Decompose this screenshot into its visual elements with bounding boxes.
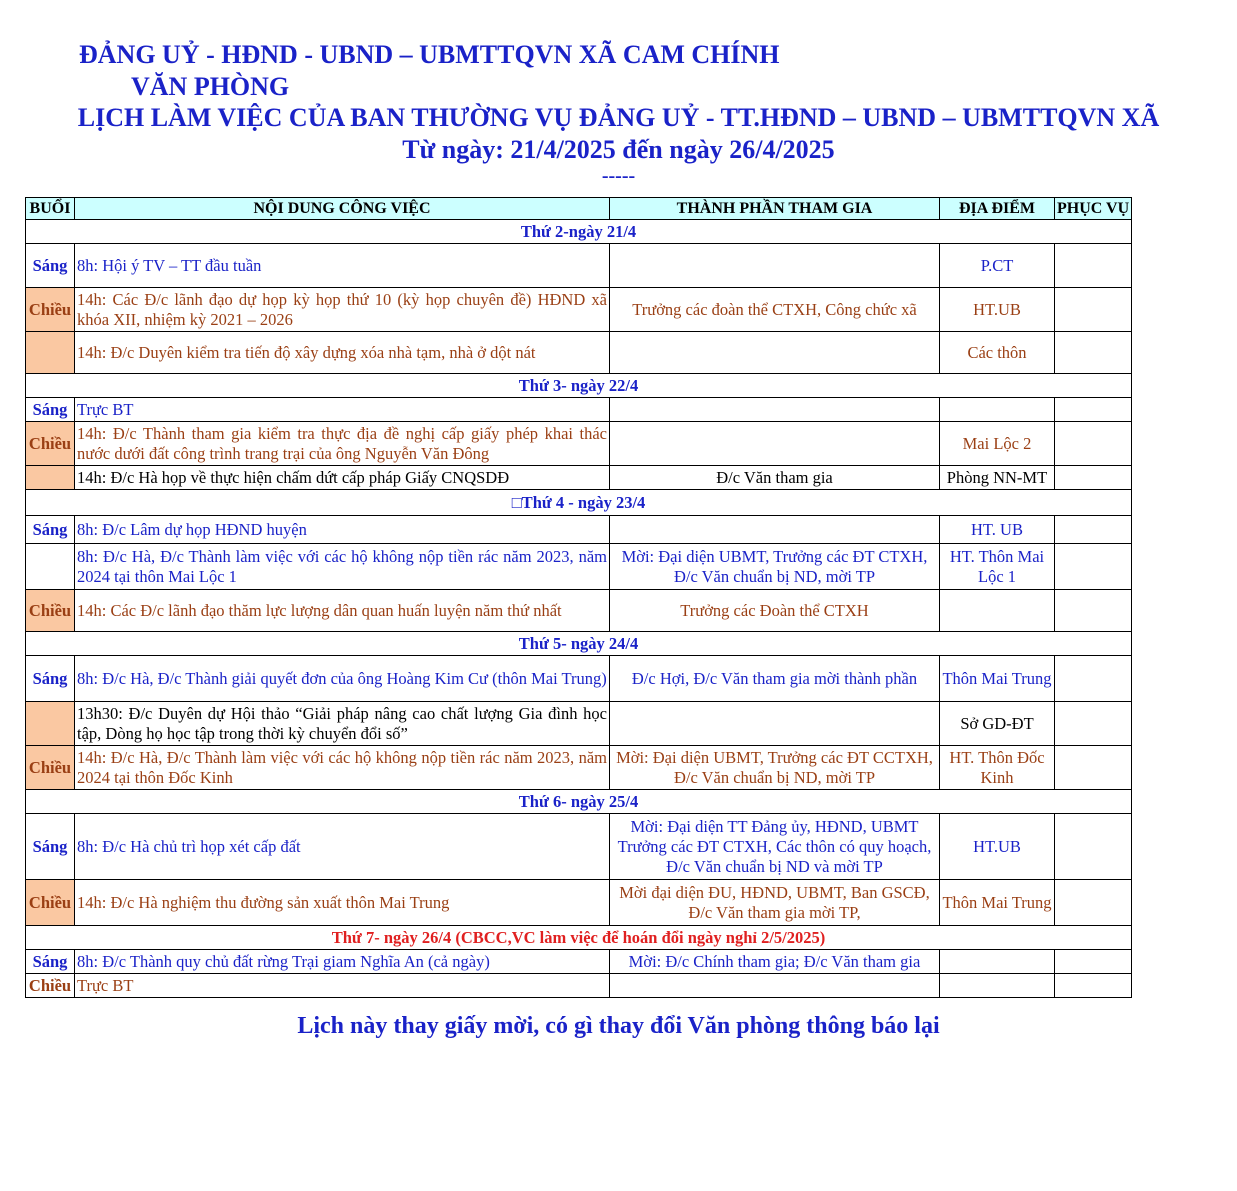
session-cell: Sáng	[26, 516, 75, 544]
service-cell	[1055, 814, 1132, 880]
org-name: ĐẢNG UỶ - HĐND - UBND – UBMTTQVN XÃ CAM CHÍNH	[79, 40, 780, 69]
service-cell	[1055, 950, 1132, 974]
location-cell	[940, 398, 1055, 422]
location-cell	[940, 974, 1055, 998]
participants-cell: Mời đại diện ĐU, HĐND, UBMT, Ban GSCĐ, Đ/c Văn tham gia mời TP,	[610, 880, 940, 926]
col-header-buoi: BUỔI	[26, 198, 75, 220]
task-cell: 8h: Đ/c Lâm dự họp HĐND huyện	[75, 516, 610, 544]
task-cell: 14h: Các Đ/c lãnh đạo dự họp kỳ họp thứ 10 (kỳ họp chuyên đề) HĐND xã khóa XII, nhiệm kỳ 2021 – 2026	[75, 288, 610, 332]
participants-cell: Mời: Đại diện UBMT, Trưởng các ĐT CCTXH, Đ/c Văn chuẩn bị ND, mời TP	[610, 746, 940, 790]
table-row	[26, 814, 1132, 880]
task-cell: Trực BT	[75, 974, 610, 998]
participants-cell	[610, 244, 940, 288]
col-header-noi-dung: NỘI DUNG CÔNG VIỆC	[75, 198, 610, 220]
table-row	[26, 746, 1132, 790]
table-row	[26, 880, 1132, 926]
participants-cell: Mời: Đ/c Chính tham gia; Đ/c Văn tham gia	[610, 950, 940, 974]
location-cell: Các thôn	[940, 332, 1055, 374]
session-cell: Chiều	[26, 880, 75, 926]
location-cell	[940, 590, 1055, 632]
table-row	[26, 516, 1132, 544]
participants-cell: Đ/c Văn tham gia	[610, 466, 940, 490]
task-cell: 8h: Đ/c Hà, Đ/c Thành giải quyết đơn của ông Hoàng Kim Cư (thôn Mai Trung)	[75, 656, 610, 702]
service-cell	[1055, 544, 1132, 590]
location-cell: P.CT	[940, 244, 1055, 288]
table-row	[26, 656, 1132, 702]
session-cell	[26, 466, 75, 490]
location-cell: Thôn Mai Trung	[940, 656, 1055, 702]
session-cell	[26, 544, 75, 590]
table-row	[26, 590, 1132, 632]
table-row	[26, 288, 1132, 332]
table-header-row	[26, 198, 1132, 220]
day-label: Thứ 3- ngày 22/4	[26, 374, 1132, 398]
participants-cell: Mời: Đại diện UBMT, Trưởng các ĐT CTXH, Đ/c Văn chuẩn bị ND, mời TP	[610, 544, 940, 590]
location-cell: HT. Thôn Đốc Kinh	[940, 746, 1055, 790]
day-label: Thứ 7- ngày 26/4 (CBCC,VC làm việc để hoán đổi ngày nghỉ 2/5/2025)	[26, 926, 1132, 950]
location-cell: HT.UB	[940, 288, 1055, 332]
session-cell: Chiều	[26, 974, 75, 998]
table-row	[26, 702, 1132, 746]
session-cell: Sáng	[26, 656, 75, 702]
location-cell: Thôn Mai Trung	[940, 880, 1055, 926]
service-cell	[1055, 466, 1132, 490]
task-cell: 8h: Đ/c Hà, Đ/c Thành làm việc với các hộ không nộp tiền rác năm 2023, năm 2024 tại thôn Mai Lộc 1	[75, 544, 610, 590]
location-cell: Mai Lộc 2	[940, 422, 1055, 466]
participants-cell	[610, 516, 940, 544]
participants-cell: Trưởng các Đoàn thể CTXH	[610, 590, 940, 632]
service-cell	[1055, 398, 1132, 422]
service-cell	[1055, 746, 1132, 790]
day-row-thursday	[26, 632, 1132, 656]
task-cell: 14h: Đ/c Hà, Đ/c Thành làm việc với các hộ không nộp tiền rác năm 2023, năm 2024 tại thôn Đốc Kinh	[75, 746, 610, 790]
day-label: Thứ 5- ngày 24/4	[26, 632, 1132, 656]
date-range: Từ ngày: 21/4/2025 đến ngày 26/4/2025	[402, 135, 835, 164]
service-cell	[1055, 332, 1132, 374]
task-cell: 8h: Đ/c Thành quy chủ đất rừng Trại giam Nghĩa An (cả ngày)	[75, 950, 610, 974]
day-row-saturday	[26, 926, 1132, 950]
day-label: Thứ 2-ngày 21/4	[26, 220, 1132, 244]
participants-cell: Đ/c Hợi, Đ/c Văn tham gia mời thành phần	[610, 656, 940, 702]
col-header-dia-diem: ĐỊA ĐIỂM	[940, 198, 1055, 220]
participants-cell	[610, 332, 940, 374]
task-cell: 13h30: Đ/c Duyên dự Hội thảo “Giải pháp nâng cao chất lượng Gia đình học tập, Dòng họ học tập trong thời kỳ chuyển đổi số”	[75, 702, 610, 746]
task-cell: Trực BT	[75, 398, 610, 422]
participants-cell	[610, 398, 940, 422]
service-cell	[1055, 880, 1132, 926]
participants-cell	[610, 422, 940, 466]
schedule-title: LỊCH LÀM VIỆC CỦA BAN THƯỜNG VỤ ĐẢNG UỶ - TT.HĐND – UBND – UBMTTQVN XÃ	[77, 103, 1160, 132]
participants-cell	[610, 702, 940, 746]
session-cell: Chiều	[26, 288, 75, 332]
table-row	[26, 332, 1132, 374]
service-cell	[1055, 974, 1132, 998]
table-row	[26, 244, 1132, 288]
day-row-wednesday	[26, 490, 1132, 516]
session-cell: Sáng	[26, 244, 75, 288]
schedule-table	[25, 197, 1132, 998]
participants-cell	[610, 974, 940, 998]
service-cell	[1055, 702, 1132, 746]
table-row	[26, 544, 1132, 590]
session-cell: Sáng	[26, 950, 75, 974]
day-row-monday	[26, 220, 1132, 244]
day-label: Thứ 6- ngày 25/4	[26, 790, 1132, 814]
task-cell: 14h: Đ/c Hà họp về thực hiện chấm dứt cấp pháp Giấy CNQSDĐ	[75, 466, 610, 490]
service-cell	[1055, 288, 1132, 332]
session-cell: Chiều	[26, 746, 75, 790]
participants-cell: Trưởng các đoàn thể CTXH, Công chức xã	[610, 288, 940, 332]
day-label: □Thứ 4 - ngày 23/4	[26, 490, 1132, 516]
session-cell: Chiều	[26, 422, 75, 466]
location-cell: HT. Thôn Mai Lộc 1	[940, 544, 1055, 590]
task-cell: 8h: Đ/c Hà chủ trì họp xét cấp đất	[75, 814, 610, 880]
location-cell	[940, 950, 1055, 974]
session-cell: Sáng	[26, 814, 75, 880]
service-cell	[1055, 590, 1132, 632]
task-cell: 14h: Đ/c Thành tham gia kiểm tra thực địa đề nghị cấp giấy phép khai thác nước dưới đất công trình trang trại của ông Nguyễn Văn Đông	[75, 422, 610, 466]
table-row	[26, 950, 1132, 974]
task-cell: 14h: Các Đ/c lãnh đạo thăm lực lượng dân quan huấn luyện năm thứ nhất	[75, 590, 610, 632]
task-cell: 8h: Hội ý TV – TT đầu tuần	[75, 244, 610, 288]
location-cell: HT.UB	[940, 814, 1055, 880]
participants-cell: Mời: Đại diện TT Đảng ủy, HĐND, UBMT Trưởng các ĐT CTXH, Các thôn có quy hoạch, Đ/c Văn chuẩn bị ND và mời TP	[610, 814, 940, 880]
task-cell: 14h: Đ/c Duyên kiểm tra tiến độ xây dựng xóa nhà tạm, nhà ở dột nát	[75, 332, 610, 374]
location-cell: HT. UB	[940, 516, 1055, 544]
title-divider: -----	[601, 165, 636, 187]
day-row-friday	[26, 790, 1132, 814]
office-name: VĂN PHÒNG	[131, 72, 290, 101]
location-cell: Sở GD-ĐT	[940, 702, 1055, 746]
footer-note: Lịch này thay giấy mời, có gì thay đổi Văn phòng thông báo lại	[297, 1013, 940, 1039]
service-cell	[1055, 422, 1132, 466]
service-cell	[1055, 516, 1132, 544]
session-cell: Sáng	[26, 398, 75, 422]
col-header-phuc-vu: PHỤC VỤ	[1055, 198, 1132, 220]
table-row	[26, 422, 1132, 466]
session-cell	[26, 702, 75, 746]
table-row	[26, 974, 1132, 998]
service-cell	[1055, 244, 1132, 288]
session-cell: Chiều	[26, 590, 75, 632]
col-header-thanh-phan: THÀNH PHẦN THAM GIA	[610, 198, 940, 220]
location-cell: Phòng NN-MT	[940, 466, 1055, 490]
table-row	[26, 398, 1132, 422]
session-cell	[26, 332, 75, 374]
table-row	[26, 466, 1132, 490]
service-cell	[1055, 656, 1132, 702]
task-cell: 14h: Đ/c Hà nghiệm thu đường sản xuất thôn Mai Trung	[75, 880, 610, 926]
day-row-tuesday	[26, 374, 1132, 398]
